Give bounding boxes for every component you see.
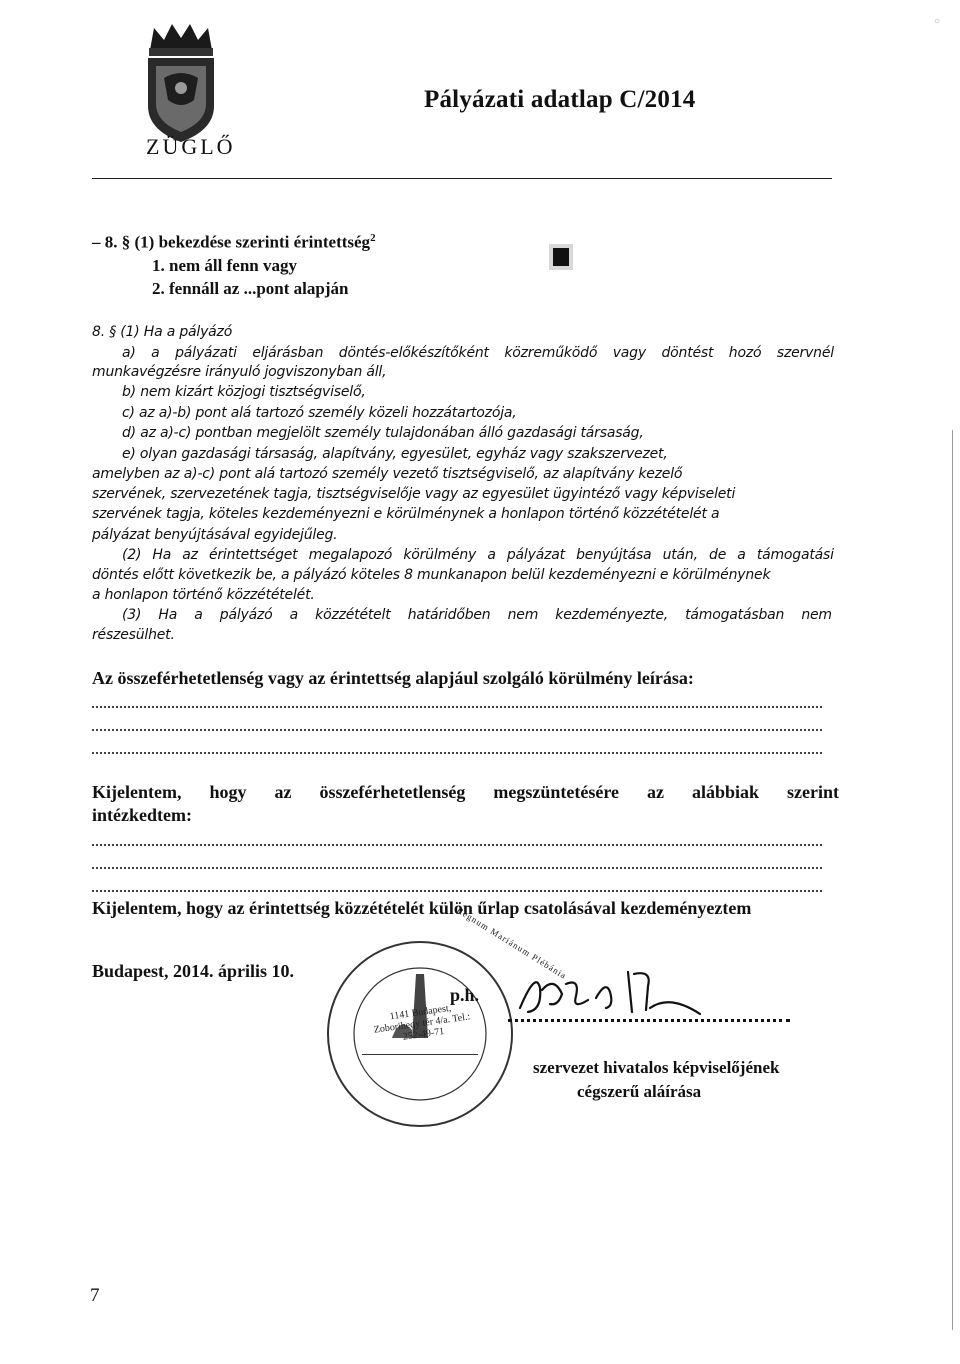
- header-divider: [92, 178, 832, 179]
- measures-heading-word: összeférhetetlenség: [319, 782, 466, 802]
- signature-line[interactable]: [508, 1019, 790, 1022]
- description-line-1[interactable]: [92, 706, 822, 708]
- place-date: Budapest, 2014. április 10.: [92, 961, 295, 981]
- law-p2-line2: döntés előtt következik be, a pályázó köteles 8 munkanapon belül kezdeményezni e körülménynek: [92, 567, 771, 583]
- law-d: d) az a)-c) pontban megjelölt személy tulajdonában álló gazdasági társaság,: [122, 425, 644, 441]
- law-a-line2: munkavégzésre irányuló jogviszonyban áll,: [92, 364, 387, 380]
- law-a-line1-word: a): [122, 345, 136, 361]
- law-p2-line1-word: pályázat: [506, 547, 565, 563]
- law-e-line2: amelyben az a)-c) pont alá tartozó személy vezető tisztségviselő, az alapítvány kezelő: [92, 466, 683, 482]
- law-p3-line1-word: nem: [507, 607, 539, 623]
- law-a-line1-word: szervnél: [776, 345, 834, 361]
- law-a-line1-word: döntést: [661, 345, 714, 361]
- option-applicable: 2. fennáll az ...pont alapján: [152, 279, 349, 298]
- law-p2-line1-word: támogatási: [756, 547, 834, 563]
- scan-edge-line: [952, 430, 953, 1330]
- stamp-center-text: 1141 Budapest, Zoboriheqy tér 4/a. Tel.: 252-49-71: [373, 1002, 471, 1043]
- signer-title-line2: cégszerű aláírása: [577, 1082, 702, 1101]
- law-para-head: 8. § (1) Ha a pályázó: [92, 324, 233, 340]
- section-8-heading-text: – 8. § (1) bekezdése szerinti érintettség: [92, 232, 371, 252]
- law-a-line1: [122, 345, 834, 361]
- description-heading: Az összeférhetetlenség vagy az érintettség alapjául szolgáló körülmény leírása:: [92, 668, 694, 688]
- law-e-line5: pályázat benyújtásával egyidejűleg.: [92, 527, 338, 543]
- measures-heading-word: megszüntetésére: [493, 782, 619, 802]
- final-declaration: Kijelentem, hogy az érintettség közzétételét külön űrlap csatolásával kezdeményeztem: [92, 898, 752, 918]
- law-a-line1-word: eljárásban: [252, 345, 324, 361]
- law-p2-line1: [122, 547, 834, 563]
- law-p2-line1-word: után,: [662, 547, 698, 563]
- law-p3-line1-word: nem: [801, 607, 832, 623]
- law-p2-line1-word: a: [487, 547, 496, 563]
- measures-line-3[interactable]: [92, 890, 822, 892]
- law-e-line3: szervének, szervezetének tagja, tisztségviselője vagy az egyesület ügyintéző vagy képviseleti: [92, 486, 736, 502]
- law-p3-line1-word: Ha: [158, 607, 178, 623]
- measures-heading-word: szerint: [786, 782, 839, 802]
- measures-heading-line1: [92, 782, 839, 803]
- law-p2-line1-word: Ha: [152, 547, 172, 563]
- law-a-line1-word: közreműködő: [504, 345, 598, 361]
- ph-mark: p.h.: [450, 985, 480, 1005]
- law-p3-line1-word: pályázó: [219, 607, 273, 623]
- law-a-line1-word: a: [151, 345, 160, 361]
- law-a-line1-word: hozó: [728, 345, 762, 361]
- law-p3-line1: [122, 607, 832, 623]
- crest-motto: ZÜGLŐ: [146, 134, 236, 159]
- law-p3-line1-word: a: [289, 607, 299, 623]
- law-p2-line3: a honlapon történő közzétételét.: [92, 587, 315, 603]
- law-e-line1: e) olyan gazdasági társaság, alapítvány, egyesület, egyház vagy szakszervezet,: [122, 446, 668, 462]
- law-p2-line1-word: az: [182, 547, 198, 563]
- measures-heading-word: az: [646, 782, 664, 802]
- option-checkbox-checked[interactable]: [553, 248, 569, 266]
- law-p2-line1-word: (2): [122, 547, 142, 563]
- law-b: b) nem kizárt közjogi tisztségviselő,: [122, 384, 366, 400]
- section-8-heading: [92, 232, 376, 253]
- law-p2-line1-word: körülmény: [403, 547, 477, 563]
- law-a-line1-word: vagy: [612, 345, 646, 361]
- measures-heading-word: alábbiak: [691, 782, 759, 802]
- description-line-2[interactable]: [92, 729, 822, 731]
- signer-title-line1: szervezet hivatalos képviselőjének: [533, 1058, 780, 1077]
- law-p2-line1-word: de: [709, 547, 727, 563]
- corner-mark: ○: [934, 16, 941, 27]
- law-p3-line1-word: határidőben: [407, 607, 491, 623]
- law-p3-line2: részesülhet.: [92, 627, 175, 643]
- law-p3-line1-word: közzétételt: [315, 607, 391, 623]
- law-c: c) az a)-b) pont alá tartozó személy közeli hozzátartozója,: [122, 405, 517, 421]
- handwritten-signature: [510, 950, 710, 1030]
- law-p3-line1-word: (3): [122, 607, 142, 623]
- measures-heading-word: hogy: [209, 782, 247, 802]
- law-p2-line1-word: érintettséget: [208, 547, 298, 563]
- stamp-ring-text: Regnum Mariánum Plébánia: [455, 904, 569, 982]
- option-not-applicable: 1. nem áll fenn vagy: [152, 256, 297, 275]
- measures-heading-word: az: [274, 782, 292, 802]
- law-a-line1-word: döntés-előkészítőként: [338, 345, 489, 361]
- measures-line-1[interactable]: [92, 844, 822, 846]
- footnote-ref: 2: [370, 232, 376, 244]
- page-title: Pályázati adatlap C/2014: [424, 86, 696, 113]
- description-line-3[interactable]: [92, 752, 822, 754]
- law-p3-line1-word: kezdeményezte,: [555, 607, 668, 623]
- law-p2-line1-word: megalapozó: [308, 547, 393, 563]
- page-number: 7: [90, 1285, 100, 1306]
- law-p2-line1-word: a: [737, 547, 746, 563]
- law-p3-line1-word: támogatásban: [685, 607, 785, 623]
- law-a-line1-word: pályázati: [175, 345, 237, 361]
- law-e-line4: szervének tagja, köteles kezdeményezni e körülménynek a honlapon történő közzétételét a: [92, 506, 720, 522]
- law-p2-line1-word: benyújtása: [576, 547, 652, 563]
- measures-heading-word: Kijelentem,: [92, 782, 182, 802]
- law-p3-line1-word: a: [194, 607, 203, 623]
- measures-heading-line2: intézkedtem:: [92, 805, 192, 825]
- measures-line-2[interactable]: [92, 867, 822, 869]
